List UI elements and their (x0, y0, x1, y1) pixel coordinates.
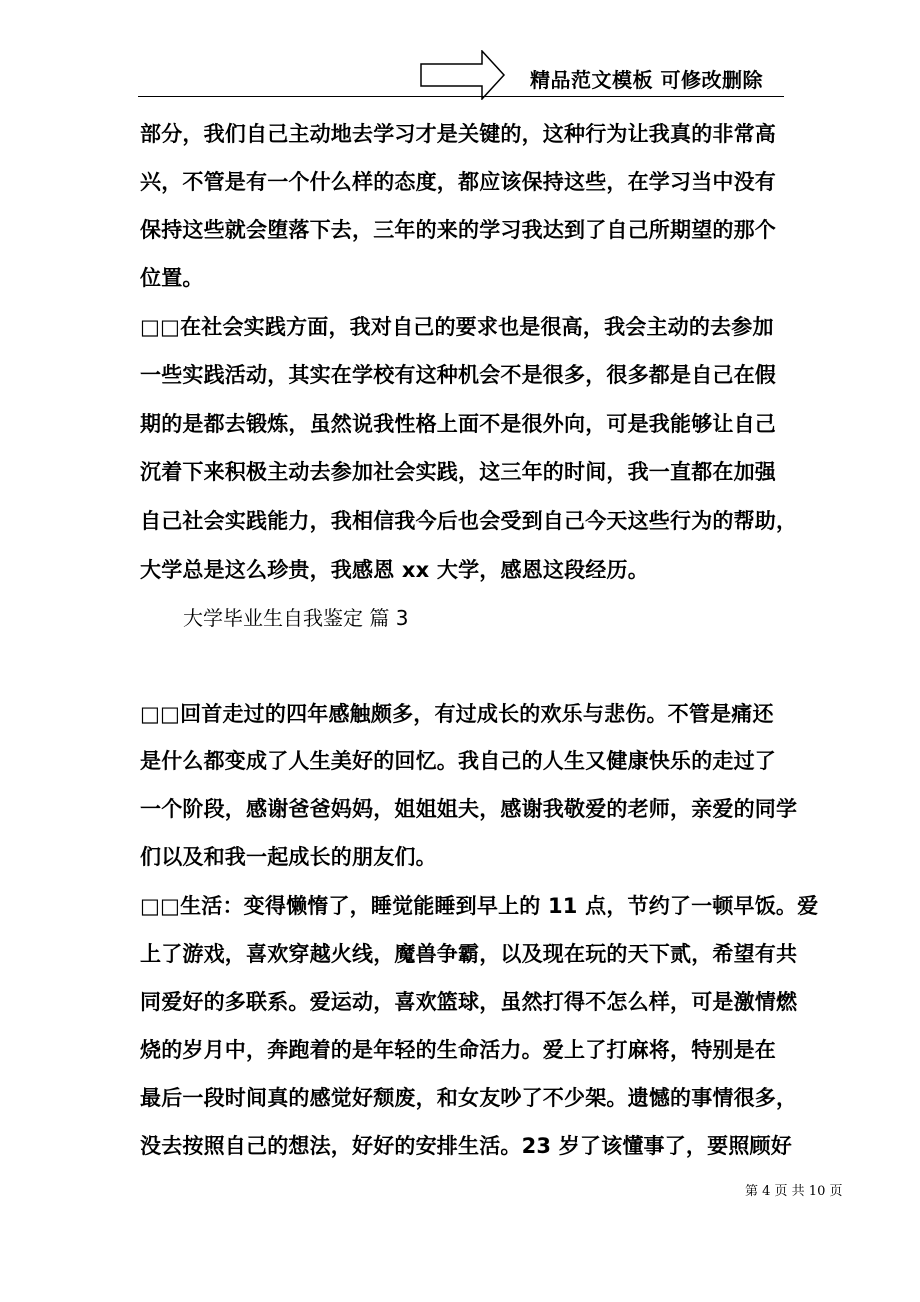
section-line: 上了游戏，喜欢穿越火线，魔兽争霸，以及现在玩的天下贰，希望有共 (140, 942, 798, 966)
section-line: 一个阶段，感谢爸爸妈妈，姐姐姐夫，感谢我敬爱的老师，亲爱的同学 (140, 797, 798, 821)
section-line: 没去按照自己的想法，好好的安排生活。23 岁了该懂事了，要照顾好 (140, 1134, 792, 1158)
header-title: 精品范文模板 可修改删除 (530, 68, 763, 92)
section-line: 同爱好的多联系。爱运动，喜欢篮球，虽然打得不怎么样，可是激情燃 (140, 990, 798, 1014)
body-line: 位置。 (140, 266, 204, 290)
section-line: □□生活：变得懒惰了，睡觉能睡到早上的 11 点，节约了一顿早饭。爱 (140, 894, 819, 918)
right-arrow-outline-icon (420, 50, 506, 100)
body-line: 兴，不管是有一个什么样的态度，都应该保持这些，在学习当中没有 (140, 170, 776, 194)
body-line: 期的是都去锻炼，虽然说我性格上面不是很外向，可是我能够让自己 (140, 412, 776, 436)
section-line: □□回首走过的四年感触颇多，有过成长的欢乐与悲伤。不管是痛还 (140, 702, 774, 726)
body-line: 一些实践活动，其实在学校有这种机会不是很多，很多都是自己在假 (140, 363, 776, 387)
body-line: 沉着下来积极主动去参加社会实践，这三年的时间，我一直都在加强 (140, 460, 776, 484)
header-rule (138, 96, 784, 97)
section-line: 最后一段时间真的感觉好颓废，和女友吵了不少架。遗憾的事情很多， (140, 1086, 798, 1110)
section-line: 烧的岁月中，奔跑着的是年轻的生命活力。爱上了打麻将，特别是在 (140, 1038, 776, 1062)
body-line: 部分，我们自己主动地去学习才是关键的，这种行为让我真的非常高 (140, 122, 776, 146)
body-line: 保持这些就会堕落下去，三年的来的学习我达到了自己所期望的那个 (140, 218, 776, 242)
body-line: □□在社会实践方面，我对自己的要求也是很高，我会主动的去参加 (140, 315, 774, 339)
page-number: 第 4 页 共 10 页 (745, 1184, 843, 1199)
body-line: 大学总是这么珍贵，我感恩 xx 大学，感恩这段经历。 (140, 558, 649, 582)
body-line: 自己社会实践能力，我相信我今后也会受到自己今天这些行为的帮助， (140, 509, 798, 533)
section-line: 是什么都变成了人生美好的回忆。我自己的人生又健康快乐的走过了 (140, 749, 776, 773)
section-heading: 大学毕业生自我鉴定 篇 3 (183, 606, 409, 630)
section-line: 们以及和我一起成长的朋友们。 (140, 845, 437, 869)
